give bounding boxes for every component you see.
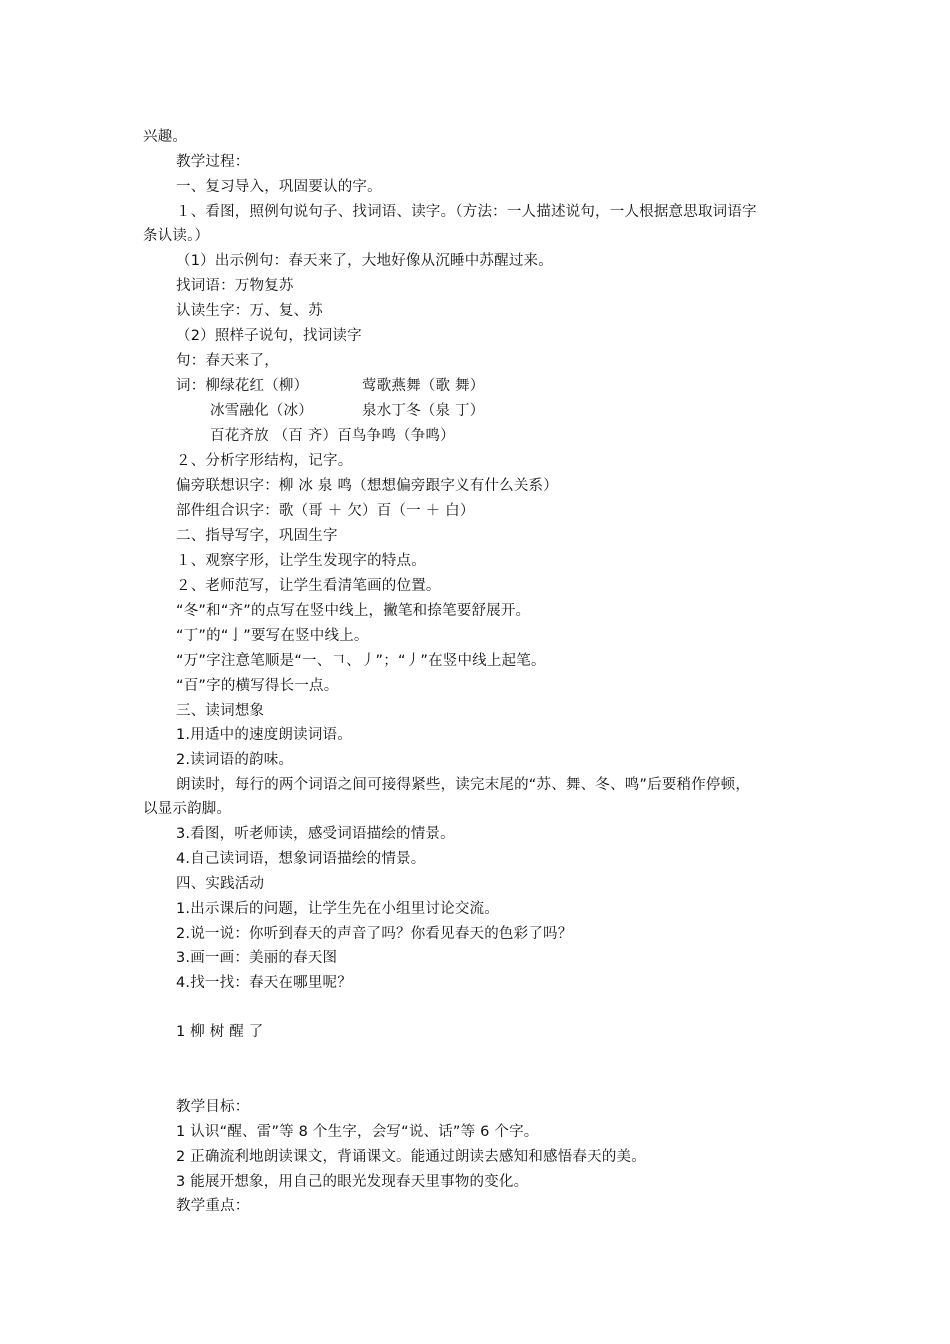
text-line: 词：柳绿花红（柳）: [176, 378, 309, 394]
section-heading: 二、指导写字，巩固生字: [176, 528, 338, 544]
text-line: 以显示韵脚。: [143, 801, 232, 817]
text-line: “万”字注意笔顺是“一、𠃍、丿”；“丿”在竖中线上起笔。: [176, 653, 546, 669]
text-line: 冰雪融化（冰）: [210, 403, 313, 419]
text-line: 泉水丁冬（泉 丁）: [362, 403, 485, 419]
text-line: “百”字的横写得长一点。: [176, 678, 339, 694]
text-line: 1.出示课后的问题，让学生先在小组里讨论交流。: [176, 901, 499, 917]
text-line: 1.用适中的速度朗读词语。: [176, 727, 352, 743]
text-line: ２、老师范写，让学生看清笔画的位置。: [176, 578, 441, 594]
text-line: “冬”和“齐”的点写在竖中线上，撇笔和捺笔要舒展开。: [176, 603, 531, 619]
text-line: 莺歌燕舞（歌 舞）: [362, 378, 485, 394]
text-line: 3.看图，听老师读，感受词语描绘的情景。: [176, 826, 455, 842]
text-line: （1）出示例句：春天来了，大地好像从沉睡中苏醒过来。: [176, 253, 553, 269]
text-line: 朗读时，每行的两个词语之间可接得紧些，读完末尾的“苏、舞、冬、鸣”后要稍作停顿，: [176, 777, 751, 793]
text-line: 4.找一找：春天在哪里呢？: [176, 975, 352, 991]
section-heading: 四、实践活动: [176, 876, 265, 892]
text-line: １、看图，照例句说句子、找词语、读字。（方法：一人描述说句，一人根据意思取词语字: [176, 204, 757, 220]
text-line: “丁”的“亅”要写在竖中线上。: [176, 628, 369, 644]
section-heading: 教学目标：: [176, 1099, 250, 1115]
text-line: ２、分析字形结构，记字。: [176, 453, 353, 469]
text-line: 部件组合识字：歌（哥 ＋ 欠）百（一 ＋ 白）: [176, 503, 475, 519]
lesson-title: 1 柳 树 醒 了: [176, 1024, 264, 1040]
text-line: 4.自己读词语，想象词语描绘的情景。: [176, 851, 426, 867]
text-line: 兴趣。: [143, 129, 188, 145]
text-line: （2）照样子说句，找词读字: [176, 328, 362, 344]
text-line: 找词语：万物复苏: [176, 278, 294, 294]
section-heading: 教学重点：: [176, 1198, 250, 1214]
text-line: 条认读。）: [143, 228, 210, 244]
text-line: 2.说一说：你听到春天的声音了吗？你看见春天的色彩了吗？: [176, 926, 573, 942]
text-line: 2.读词语的韵味。: [176, 752, 294, 768]
text-line: 偏旁联想识字：柳 冰 泉 鸣（想想偏旁跟字义有什么关系）: [176, 478, 558, 494]
text-line: 3.画一画：美丽的春天图: [176, 950, 338, 966]
section-heading: 教学过程：: [176, 154, 250, 170]
text-line: 百花齐放 （百 齐）百鸟争鸣（争鸣）: [210, 428, 455, 444]
text-line: １、观察字形，让学生发现字的特点。: [176, 553, 426, 569]
text-line: 3 能展开想象，用自己的眼光发现春天里事物的变化。: [176, 1174, 529, 1190]
section-heading: 一、复习导入，巩固要认的字。: [176, 179, 382, 195]
text-line: 2 正确流利地朗读课文，背诵课文。能通过朗读去感知和感悟春天的美。: [176, 1149, 646, 1165]
text-line: 认读生字：万、复、苏: [176, 303, 323, 319]
text-line: 1 认识“醒、雷”等 8 个生字，会写“说、话”等 6 个字。: [176, 1124, 539, 1140]
section-heading: 三、读词想象: [176, 703, 265, 719]
text-line: 句：春天来了，: [176, 353, 279, 369]
